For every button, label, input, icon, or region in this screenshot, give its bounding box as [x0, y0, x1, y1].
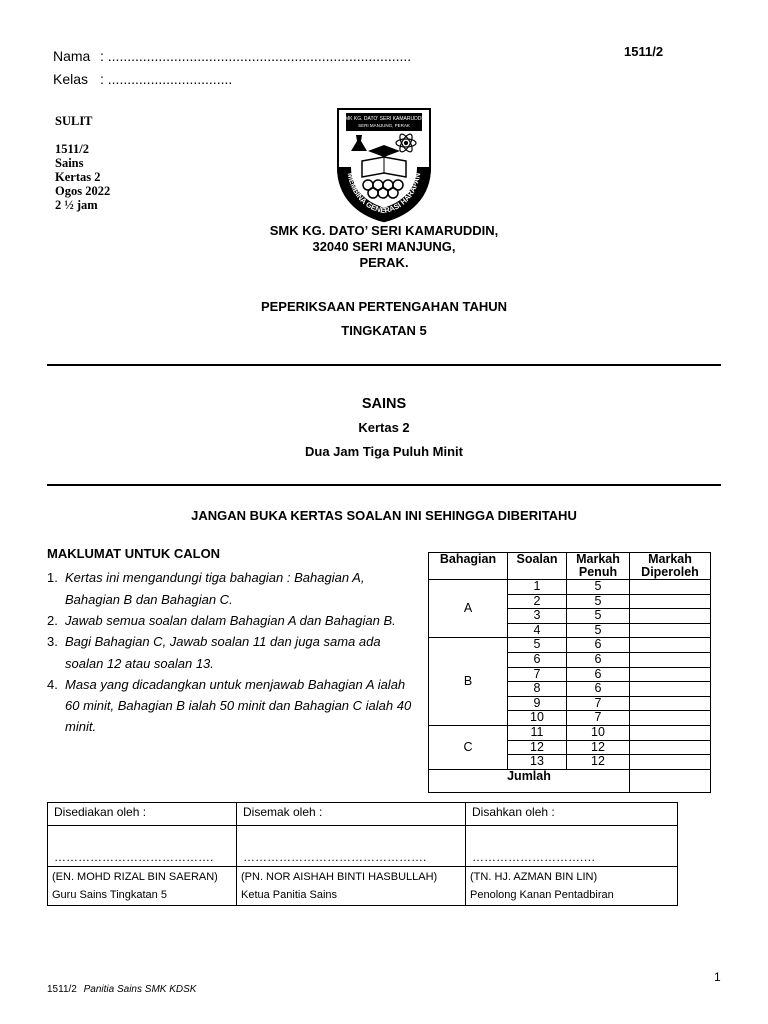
question-cell: 7 [508, 667, 567, 682]
sig-person-name: (PN. NOR AISHAH BINTI HASBULLAH) [241, 871, 438, 883]
total-row [429, 769, 711, 792]
marks-row [429, 725, 711, 740]
question-cell: 12 [508, 740, 567, 755]
paper-code-top: 1511/2 [624, 44, 664, 59]
obtained-mark-cell[interactable] [630, 652, 711, 667]
info-heading: MAKLUMAT UNTUK CALON [47, 546, 221, 561]
question-cell: 9 [508, 696, 567, 711]
question-cell: 5 [508, 638, 567, 653]
warning-notice: JANGAN BUKA KERTAS SOALAN INI SEHINGGA DIBERITAHU [191, 508, 577, 523]
full-mark-cell: 6 [567, 638, 630, 653]
header-bahagian: Bahagian [429, 553, 508, 580]
nama-label: Nama [53, 48, 91, 64]
full-mark-cell: 10 [567, 725, 630, 740]
sig-line-prepared: …………………………………. [48, 826, 237, 867]
question-cell: 11 [508, 725, 567, 740]
sig-person-title: Penolong Kanan Pentadbiran [470, 889, 614, 901]
footer-left [47, 984, 196, 995]
obtained-mark-cell[interactable] [630, 638, 711, 653]
exam-title: PEPERIKSAAN PERTENGAHAN TAHUN [260, 299, 508, 314]
obtained-mark-cell[interactable] [630, 740, 711, 755]
info-item-text: Bahagian B dan Bahagian C. [65, 592, 233, 607]
info-item-number: 2. [47, 613, 58, 628]
left-line: 1511/2 [55, 142, 90, 156]
full-mark-cell: 6 [567, 652, 630, 667]
kelas-label: Kelas [53, 71, 89, 87]
full-mark-cell: 7 [567, 696, 630, 711]
section-cell: C [429, 725, 508, 769]
obtained-mark-cell[interactable] [630, 755, 711, 770]
footer-code: 1511/2 [47, 984, 77, 995]
sig-name-checked [237, 867, 466, 906]
divider-top [47, 364, 721, 366]
sig-person-name: (EN. MOHD RIZAL BIN SAERAN) [52, 871, 218, 883]
sig-line-checked: ………………………………………. [237, 826, 466, 867]
question-cell: 6 [508, 652, 567, 667]
marks-table [428, 552, 711, 793]
crest-top-text: SMK KG. DATO' SERI KAMARUDDIN [341, 116, 427, 122]
kelas-line [53, 71, 233, 87]
obtained-mark-cell[interactable] [630, 667, 711, 682]
sig-name-approved [466, 867, 678, 906]
obtained-mark-cell[interactable] [630, 623, 711, 638]
section-cell: A [429, 580, 508, 638]
left-line: Sains [55, 156, 84, 170]
info-item-text: Kertas ini mengandungi tiga bahagian : Bahagian A, [65, 570, 365, 585]
marks-row [429, 638, 711, 653]
info-item-text: soalan 12 atau soalan 13. [65, 656, 214, 671]
question-cell: 3 [508, 609, 567, 624]
subject-paper: Kertas 2 [358, 420, 410, 435]
school-postcode: 32040 SERI MANJUNG, [312, 239, 456, 254]
sig-line-approved: ……………………….… [466, 826, 678, 867]
left-line: Kertas 2 [55, 170, 101, 184]
full-mark-cell: 5 [567, 580, 630, 595]
sig-role-approved: Disahkan oleh : [466, 803, 678, 826]
full-mark-cell: 12 [567, 755, 630, 770]
obtained-mark-cell[interactable] [630, 594, 711, 609]
full-mark-cell: 5 [567, 623, 630, 638]
total-label: Jumlah [429, 769, 630, 792]
info-item-text: Jawab semua soalan dalam Bahagian A dan Bahagian B. [65, 613, 396, 628]
full-mark-cell: 6 [567, 667, 630, 682]
sig-person-title: Guru Sains Tingkatan 5 [52, 889, 167, 901]
school-address [184, 223, 584, 271]
left-info-block [55, 114, 110, 212]
full-mark-cell: 12 [567, 740, 630, 755]
exam-level: TINGKATAN 5 [341, 323, 427, 338]
marks-table-body [429, 580, 711, 793]
info-item-text: minit. [65, 719, 97, 734]
info-item-text: Bagi Bahagian C, Jawab soalan 11 dan juga sama ada [65, 634, 381, 649]
school-state: PERAK. [359, 255, 409, 270]
obtained-mark-cell[interactable] [630, 682, 711, 697]
info-item-text: 60 minit, Bahagian B ialah 50 minit dan Bahagian C ialah 40 [65, 698, 412, 713]
question-cell: 1 [508, 580, 567, 595]
sig-person-name: (TN. HJ. AZMAN BIN LIN) [470, 871, 598, 883]
info-item-text: Masa yang dicadangkan untuk menjawab Bahagian A ialah [65, 677, 406, 692]
sig-person-title: Ketua Panitia Sains [241, 889, 338, 901]
sig-role-checked: Disemak oleh : [237, 803, 466, 826]
subject-duration: Dua Jam Tiga Puluh Minit [305, 444, 463, 459]
question-cell: 4 [508, 623, 567, 638]
school-crest-logo [332, 105, 436, 223]
info-item-number: 4. [47, 677, 58, 692]
full-mark-cell: 5 [567, 609, 630, 624]
question-cell: 10 [508, 711, 567, 726]
section-cell: B [429, 638, 508, 726]
question-cell: 13 [508, 755, 567, 770]
question-cell: 8 [508, 682, 567, 697]
page-number: 1 [714, 970, 721, 984]
sulit-label: SULIT [55, 114, 93, 128]
header-markah-diperoleh: Markah Diperoleh [630, 553, 711, 580]
obtained-mark-cell[interactable] [630, 711, 711, 726]
full-mark-cell: 6 [567, 682, 630, 697]
header-markah-penuh: Markah Penuh [567, 553, 630, 580]
signature-table [47, 802, 678, 906]
obtained-mark-cell[interactable] [630, 609, 711, 624]
info-item-number: 3. [47, 634, 58, 649]
sig-role-prepared: Disediakan oleh : [48, 803, 237, 826]
question-cell: 2 [508, 594, 567, 609]
nama-line [53, 48, 412, 64]
kelas-dots: : ................................ [100, 71, 233, 87]
obtained-mark-cell[interactable] [630, 696, 711, 711]
footer-text: Panitia Sains SMK KDSK [83, 984, 197, 995]
crest-sub-text: SERI MANJUNG, PERAK [358, 123, 410, 128]
left-line: Ogos 2022 [55, 184, 111, 198]
obtained-mark-cell[interactable] [630, 580, 711, 595]
marks-row [429, 580, 711, 595]
full-mark-cell: 5 [567, 594, 630, 609]
obtained-mark-cell[interactable] [630, 725, 711, 740]
left-line: 2 ½ jam [55, 198, 98, 212]
divider-bottom [47, 484, 721, 486]
school-name: SMK KG. DATO’ SERI KAMARUDDIN, [269, 223, 499, 238]
subject-name: SAINS [361, 396, 407, 412]
info-item-number: 1. [47, 570, 58, 585]
crest-motto: MEMBINA GENERASI HARAPAN [345, 172, 423, 216]
full-mark-cell: 7 [567, 711, 630, 726]
sig-name-prepared [48, 867, 237, 906]
total-obtained-cell[interactable] [630, 769, 711, 792]
header-soalan: Soalan [508, 553, 567, 580]
nama-dots: : .............................................................................. [100, 48, 412, 64]
